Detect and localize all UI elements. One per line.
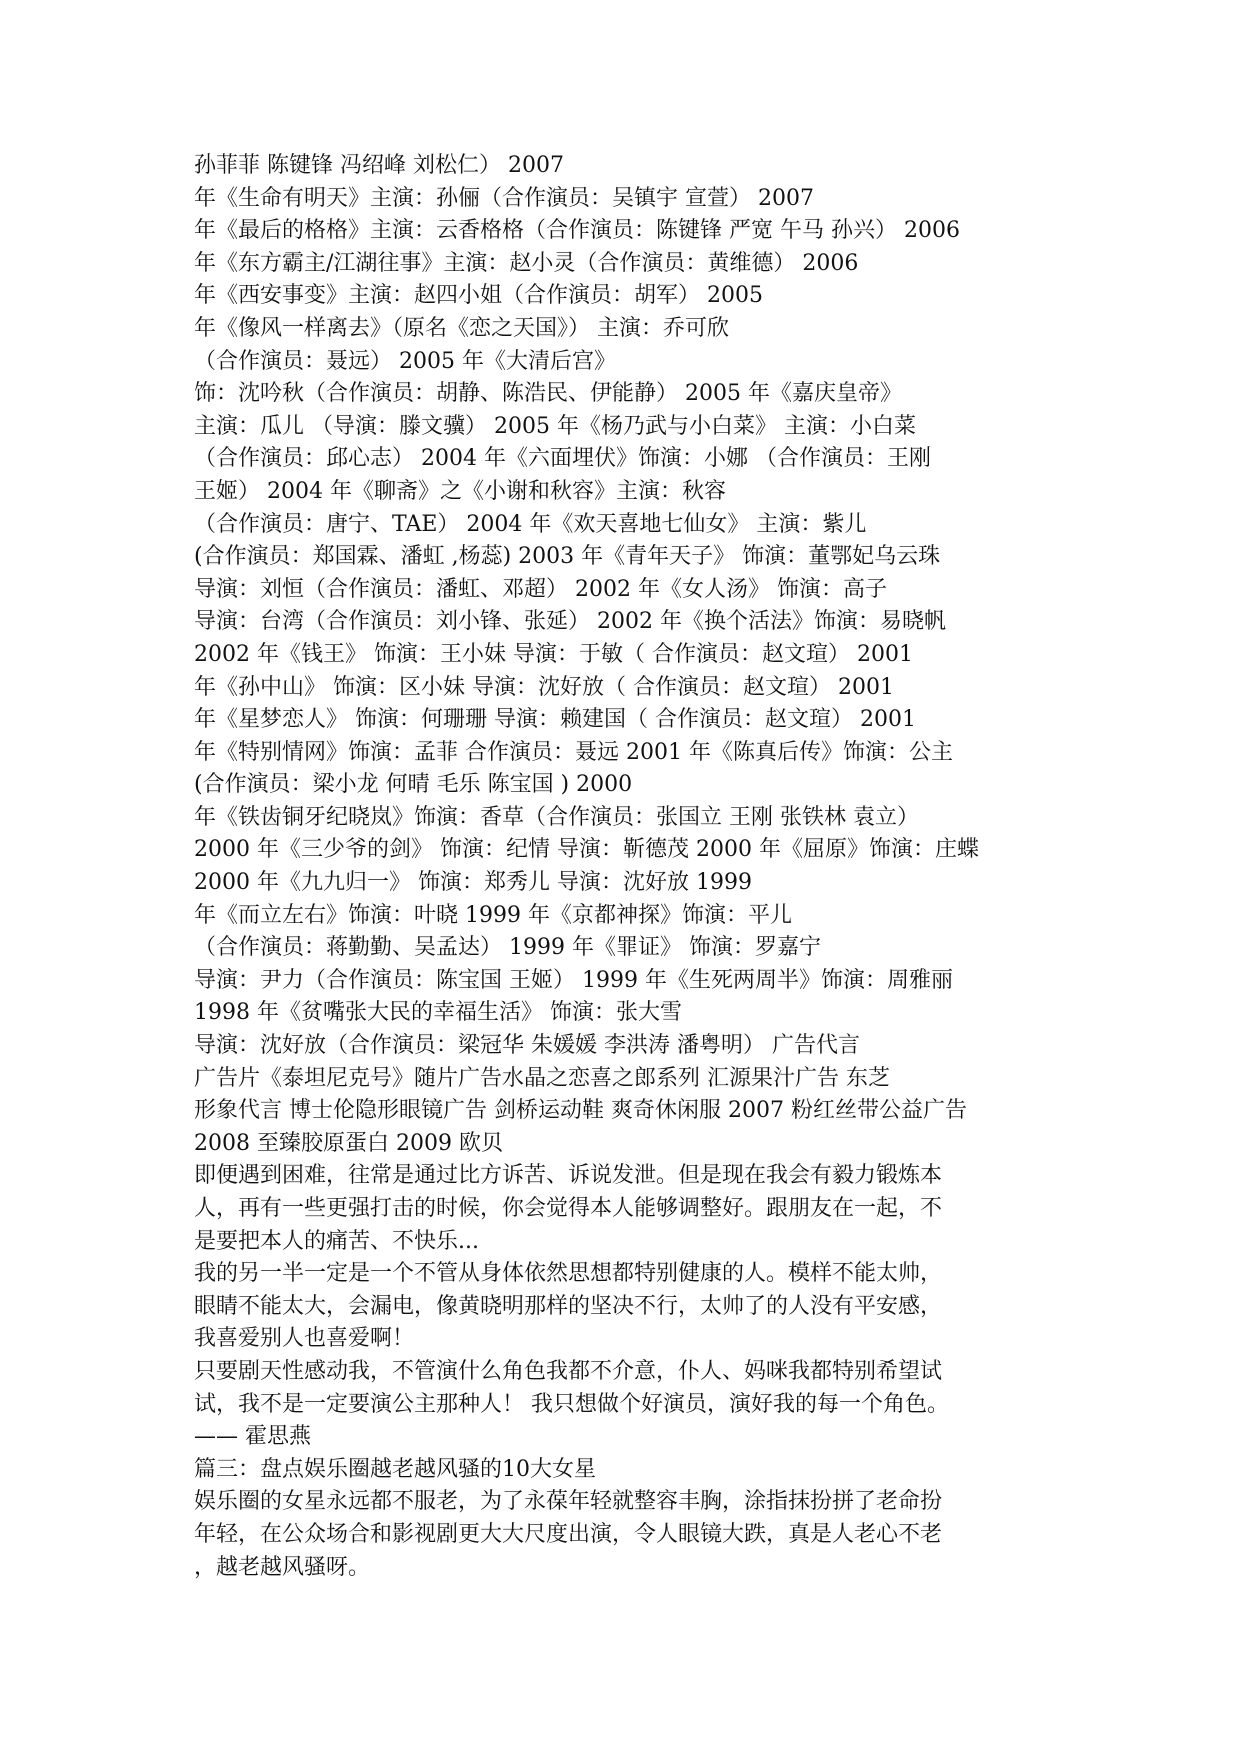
document-page (194, 150, 1074, 1584)
text-line: 2000 年《九九归一》 饰演：郑秀儿 导演：沈好放 1999 (194, 870, 752, 896)
text-line: 我喜爱别人也喜爱啊！ (194, 1326, 415, 1352)
text-line: 2002 年《钱王》 饰演：王小妹 导演：于敏（ 合作演员：赵文瑄） 2001 (194, 641, 913, 667)
text-line: 形象代言 博士伦隐形眼镜广告 剑桥运动鞋 爽奇休闲服 2007 粉红丝带公益广告 (194, 1098, 967, 1124)
text-line: 王姬） 2004 年《聊斋》之《小谢和秋容》主演：秋容 (194, 478, 726, 504)
text-line: 导演：沈好放（合作演员：梁冠华 朱媛媛 李洪涛 潘粤明） 广告代言 (194, 1033, 860, 1059)
text-line: ，越老越风骚呀。 (194, 1554, 371, 1580)
text-line: （合作演员：邱心志） 2004 年《六面埋伏》饰演：小娜 （合作演员：王刚 (194, 446, 931, 472)
text-line: 人，再有一些更强打击的时候，你会觉得本人能够调整好。跟朋友在一起，不 (194, 1196, 943, 1221)
text-line: 导演：台湾（合作演员：刘小锋、张延） 2002 年《换个活法》饰演：易晓帆 (194, 609, 946, 635)
text-line: 饰：沈吟秋（合作演员：胡静、陈浩民、伊能静） 2005 年《嘉庆皇帝》 (194, 381, 902, 407)
text-line: 年《孙中山》 饰演：区小妹 导演：沈好放（ 合作演员：赵文瑄） 2001 (194, 674, 894, 700)
text-line: —— 霍思燕 (194, 1424, 311, 1450)
text-line: 年《而立左右》饰演：叶晓 1999 年《京都神探》饰演：平儿 (194, 902, 792, 928)
text-line: 1998 年《贫嘴张大民的幸福生活》 饰演：张大雪 (194, 1000, 682, 1026)
text-line: （合作演员：蒋勤勤、吴孟达） 1999 年《罪证》 饰演：罗嘉宁 (194, 935, 821, 961)
text-line: 是要把本人的痛苦、不快乐... (194, 1228, 479, 1254)
text-line: 年《特别情网》饰演：孟菲 合作演员：聂远 2001 年《陈真后传》饰演：公主 (194, 739, 953, 765)
text-line: 孙菲菲 陈键锋 冯绍峰 刘松仁） 2007 (194, 153, 564, 178)
text-line: 年《东方霸主/江湖往事》主演：赵小灵（合作演员：黄维德） 2006 (194, 250, 859, 276)
text-line: 娱乐圈的女星永远都不服老，为了永葆年轻就整容丰胸，涂指抹扮拼了老命扮 (194, 1489, 943, 1515)
text-line: （合作演员：唐宁、TAE） 2004 年《欢天喜地七仙女》 主演：紫儿 (194, 511, 867, 537)
text-line: (合作演员：梁小龙 何晴 毛乐 陈宝国 ) 2000 (194, 772, 633, 798)
text-line: 年《像风一样离去》（原名《恋之天国》） 主演：乔可欣 (194, 315, 729, 341)
text-line: 年《最后的格格》主演：云香格格（合作演员：陈键锋 严宽 午马 孙兴） 2006 (194, 218, 960, 244)
text-line: 主演：瓜儿 （导演：滕文骥） 2005 年《杨乃武与小白菜》 主演：小白菜 (194, 413, 916, 439)
document-body (194, 150, 1074, 1584)
text-line: 即便遇到困难，往常是通过比方诉苦、诉说发泄。但是现在我会有毅力锻炼本 (194, 1163, 943, 1189)
text-line: 导演：刘恒（合作演员：潘虹、邓超） 2002 年《女人汤》 饰演：高子 (194, 576, 887, 602)
text-line: 年《生命有明天》主演：孙俪（合作演员：吴镇宇 宣萱） 2007 (194, 185, 814, 211)
text-line: 篇三：盘点娱乐圈越老越风骚的10大女星 (194, 1456, 596, 1482)
text-line: 只要剧天性感动我，不管演什么角色我都不介意，仆人、妈咪我都特别希望试 (194, 1358, 943, 1384)
text-line: 年《铁齿铜牙纪晓岚》饰演：香草（合作演员：张国立 王刚 张铁林 袁立） (194, 804, 919, 830)
text-line: 2008 至臻胶原蛋白 2009 欧贝 (194, 1130, 503, 1156)
text-line: 眼睛不能太大，会漏电，像黄晓明那样的坚决不行，太帅了的人没有平安感， (194, 1293, 943, 1319)
text-line: 导演：尹力（合作演员：陈宝国 王姬） 1999 年《生死两周半》饰演：周雅丽 (194, 967, 953, 993)
text-line: 广告片《泰坦尼克号》随片广告水晶之恋喜之郎系列 汇源果汁广告 东芝 (194, 1065, 890, 1091)
text-line: （合作演员：聂远） 2005 年《大清后宫》 (194, 348, 616, 374)
text-line: 年《西安事变》主演：赵四小姐（合作演员：胡军） 2005 (194, 283, 763, 309)
text-line: 试，我不是一定要演公主那种人！ 我只想做个好演员，演好我的每一个角色。 (194, 1391, 949, 1417)
text-line: 我的另一半一定是一个不管从身体依然思想都特别健康的人。模样不能太帅， (194, 1261, 943, 1287)
text-line: (合作演员：郑国霖、潘虹 ,杨蕊) 2003 年《青年天子》 饰演：董鄂妃乌云珠 (194, 544, 941, 570)
text-line: 2000 年《三少爷的剑》 饰演：纪情 导演：靳德茂 2000 年《屈原》饰演：庄蝶 (194, 837, 979, 863)
text-line: 年《星梦恋人》 饰演：何珊珊 导演：赖建国（ 合作演员：赵文瑄） 2001 (194, 707, 916, 733)
text-line: 年轻，在公众场合和影视剧更大大尺度出演，令人眼镜大跌，真是人老心不老 (194, 1521, 943, 1547)
